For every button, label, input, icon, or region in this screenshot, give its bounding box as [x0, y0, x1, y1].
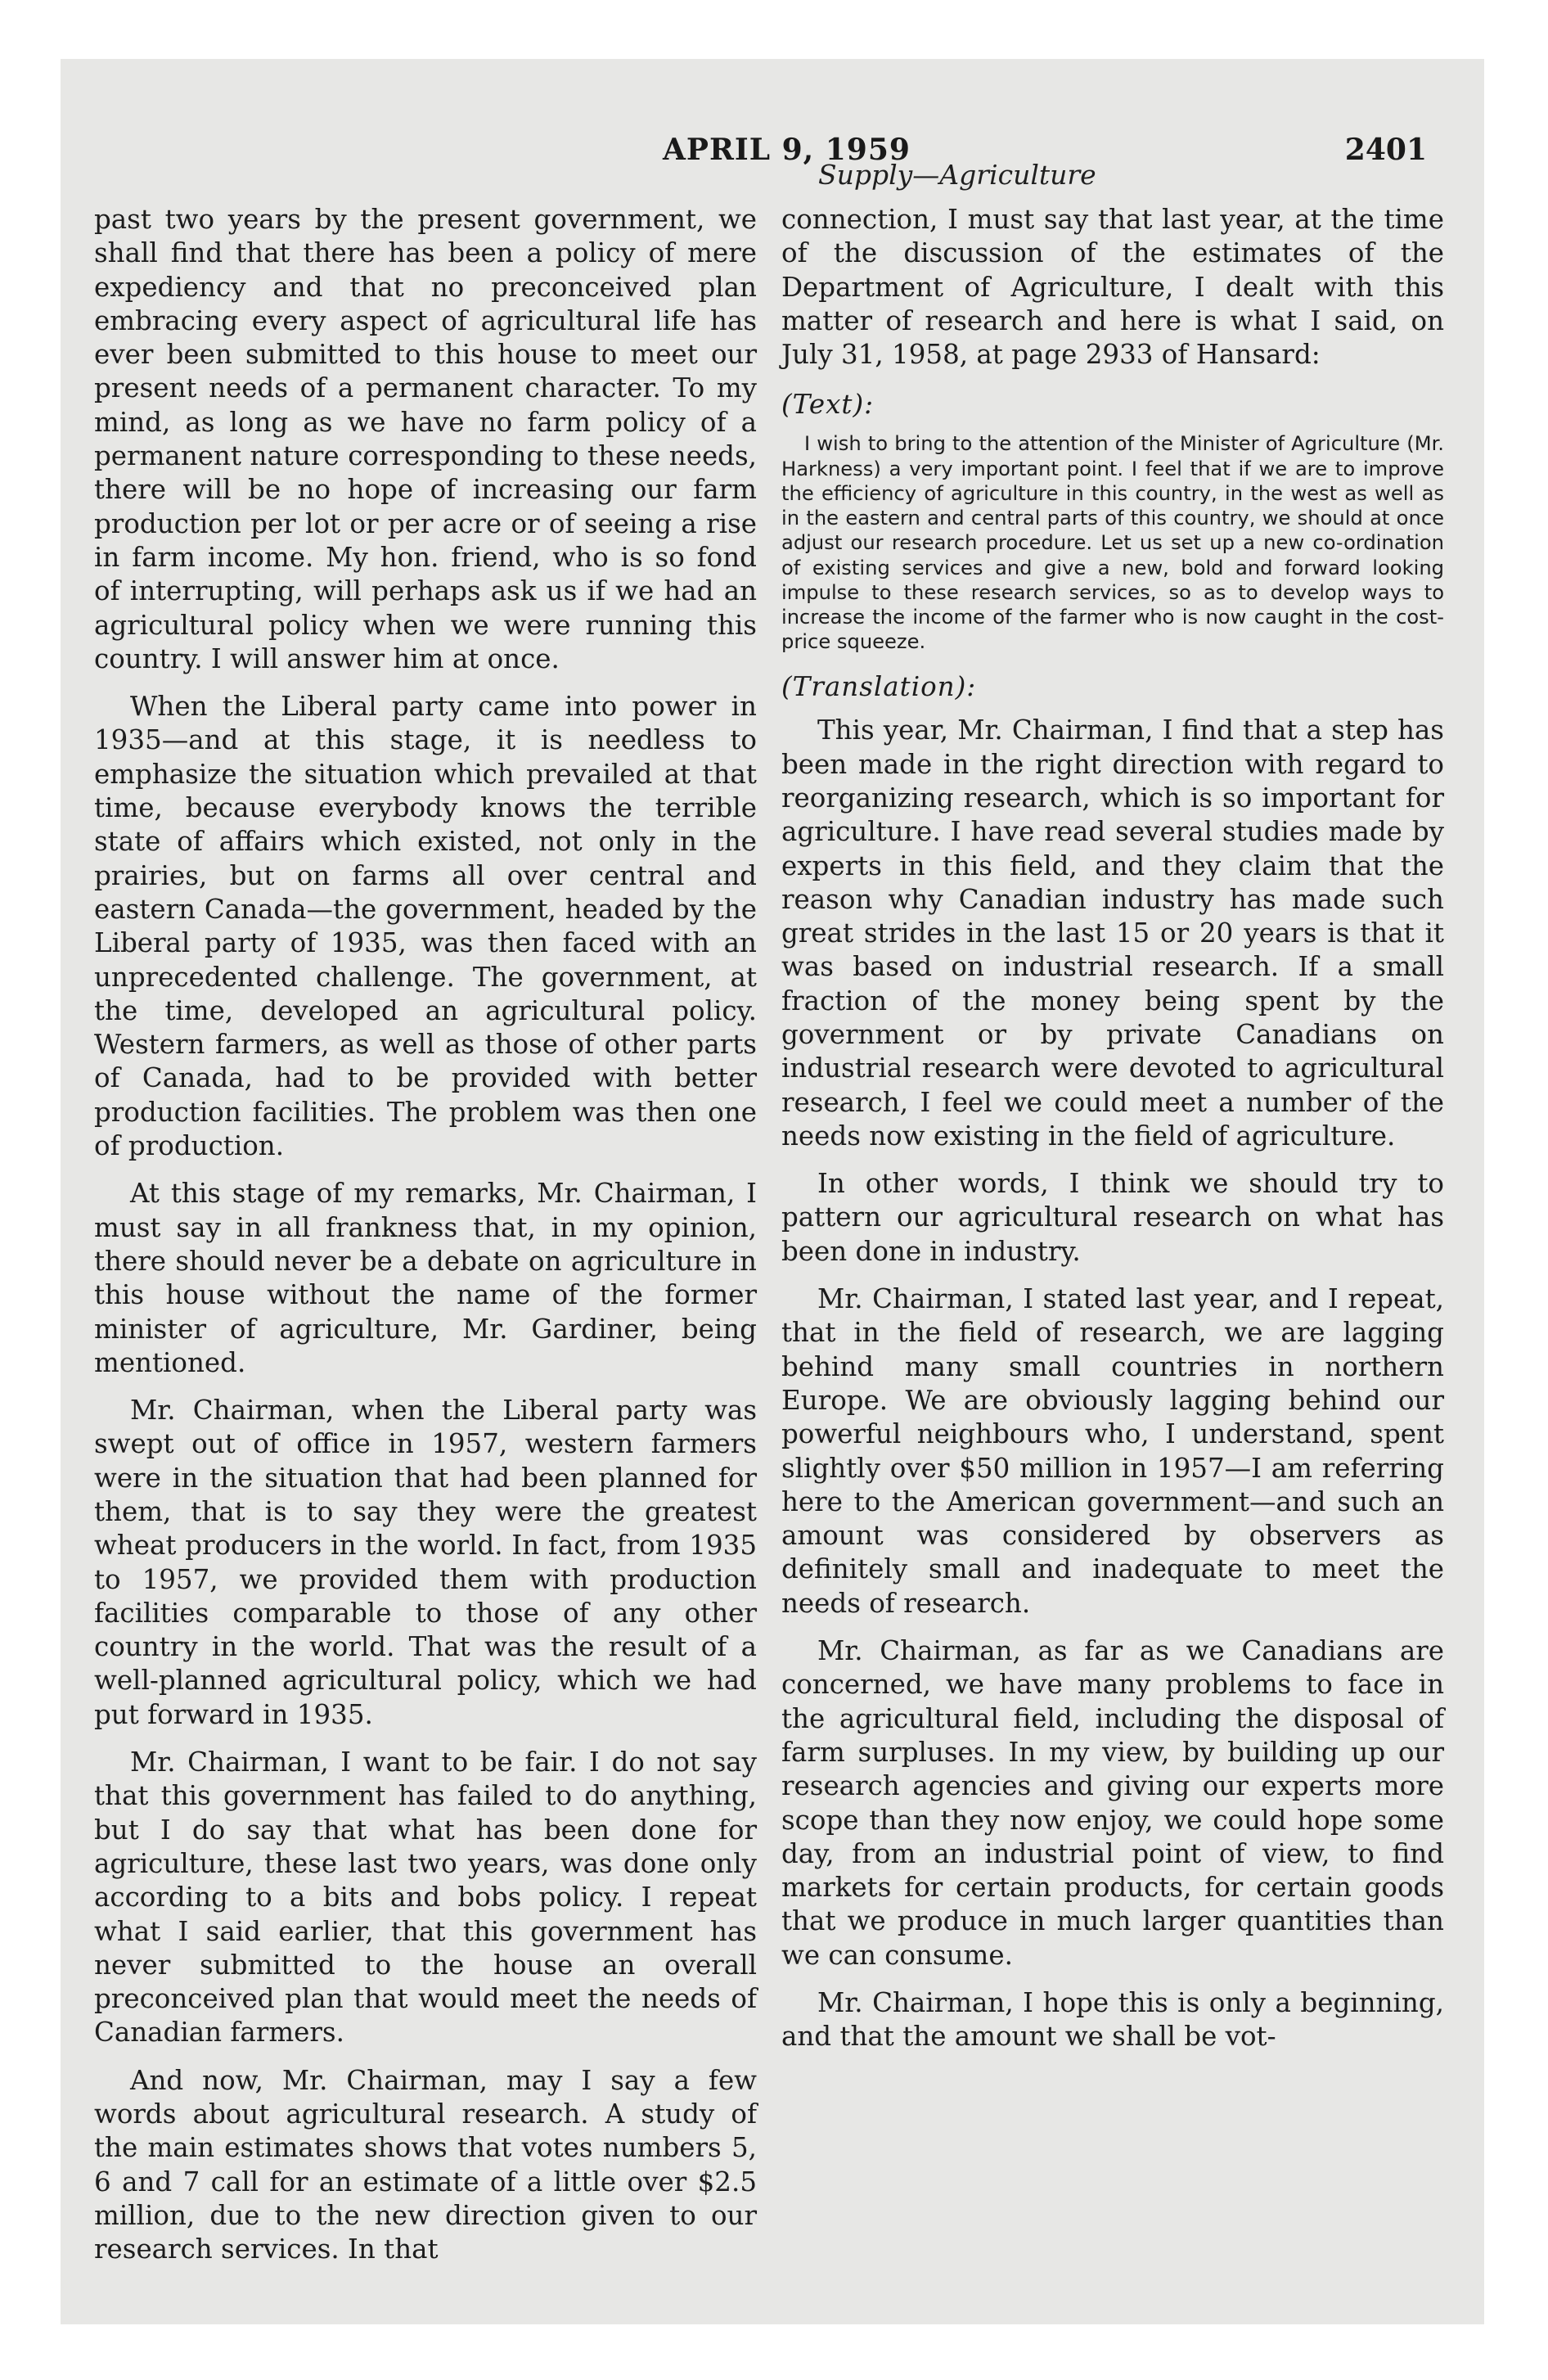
- quoted-passage: I wish to bring to the attention of the Minister of Agriculture (Mr. Harkness) a very important point. I feel that if we are to improve the efficiency of agriculture in this country, in the west as well as in the eastern and central parts of this country, we should at once adjust our research procedure. Let us set up a new co-ordination of existing services and give a new, bold and forward looking impulse to these research services, so as to develop ways to increase the income of the farmer who is now caught in the cost-price squeeze.: [781, 432, 1444, 654]
- running-head: Supply—Agriculture: [818, 159, 1096, 191]
- paragraph: In other words, I think we should try to pattern our agricultural research on what has been done in industry.: [781, 1168, 1444, 1267]
- right-column: [781, 203, 1444, 2068]
- paragraph: Mr. Chairman, I want to be fair. I do not say that this government has failed to do anything, but I do say that what has been done for agriculture, these last two years, was done only according to a bits and bobs policy. I repeat what I said earlier, that this government has never submitted to the house an overall preconceived plan that would meet the needs of Canadian farmers.: [94, 1747, 757, 2049]
- paragraph: Mr. Chairman, as far as we Canadians are concerned, we have many problems to face in the agricultural field, including the disposal of farm surpluses. In my view, by building up our research agencies and giving our experts more scope than they now enjoy, we could hope some day, from an industrial point of view, to find markets for certain products, for certain goods that we produce in much larger quantities than we can consume.: [781, 1635, 1444, 1971]
- paragraph: connection, I must say that last year, at the time of the discussion of the estimates of the Department of Agriculture, I dealt with this matter of research and here is what I said, on July 31, 1958, at page 2933 of Hansard:: [781, 204, 1444, 371]
- paragraph: Mr. Chairman, when the Liberal party was swept out of office in 1957, western farmers were in the situation that had been planned for them, that is to say they were the greatest wheat producers in the world. In fact, from 1935 to 1957, we provided them with production facilities comparable to those of any other country in the world. That was the result of a well-planned agricultural policy, which we had put forward in 1935.: [94, 1395, 757, 1730]
- paragraph: Mr. Chairman, I hope this is only a beginning, and that the amount we shall be vot-: [781, 1987, 1444, 2053]
- text-label: (Text):: [781, 389, 875, 421]
- paragraph: past two years by the present government, we shall find that there has been a policy of mere expediency and that no preconceived plan embracing every aspect of agricultural life has ever been submitted to this house to meet our present needs of a permanent character. To my mind, as long as we have no farm policy of a permanent nature corresponding to these needs, there will be no hope of increasing our farm production per lot or per acre or of seeing a rise in farm income. My hon. friend, who is so fond of interrupting, will perhaps ask us if we had an agricultural policy when we were running this country. I will answer him at once.: [94, 204, 757, 674]
- paragraph: At this stage of my remarks, Mr. Chairman, I must say in all frankness that, in my opinion, there should never be a debate on agriculture in this house without the name of the former minister of agriculture, Mr. Gardiner, being mentioned.: [94, 1178, 757, 1378]
- page-header: [0, 133, 1548, 182]
- paragraph: Mr. Chairman, I stated last year, and I repeat, that in the field of research, we are lagging behind many small countries in northern Europe. We are obviously lagging behind our powerful neighbours who, I understand, spent slightly over $50 million in 1957—I am referring here to the American government—and such an amount was considered by observers as definitely small and inadequate to meet the needs of research.: [781, 1283, 1444, 1619]
- header-date: APRIL 9, 1959: [663, 133, 911, 167]
- paragraph: And now, Mr. Chairman, may I say a few words about agricultural research. A study of the main estimates shows that votes numbers 5, 6 and 7 call for an estimate of a little over $2.5 million, due to the new direction given to our research services. In that: [94, 2064, 757, 2265]
- page-number: 2401: [1344, 133, 1427, 167]
- left-column: [94, 203, 757, 2281]
- paragraph: This year, Mr. Chairman, I find that a step has been made in the right direction with regard to reorganizing research, which is so important for agriculture. I have read several studies made by experts in this field, and they claim that the reason why Canadian industry has made such great strides in the last 15 or 20 years is that it was based on industrial research. If a small fraction of the money being spent by the government or by private Canadians on industrial research were devoted to agricultural research, I feel we could meet a number of the needs now existing in the field of agriculture.: [781, 714, 1444, 1152]
- translation-label: (Translation):: [781, 671, 977, 703]
- paragraph: When the Liberal party came into power in 1935—and at this stage, it is needless to emphasize the situation which prevailed at that time, because everybody knows the terrible state of affairs which existed, not only in the prairies, but on farms all over central and eastern Canada—the government, headed by the Liberal party of 1935, was then faced with an unprecedented challenge. The government, at the time, developed an agricultural policy. Western farmers, as well as those of other parts of Canada, had to be provided with better production facilities. The problem was then one of production.: [94, 691, 757, 1162]
